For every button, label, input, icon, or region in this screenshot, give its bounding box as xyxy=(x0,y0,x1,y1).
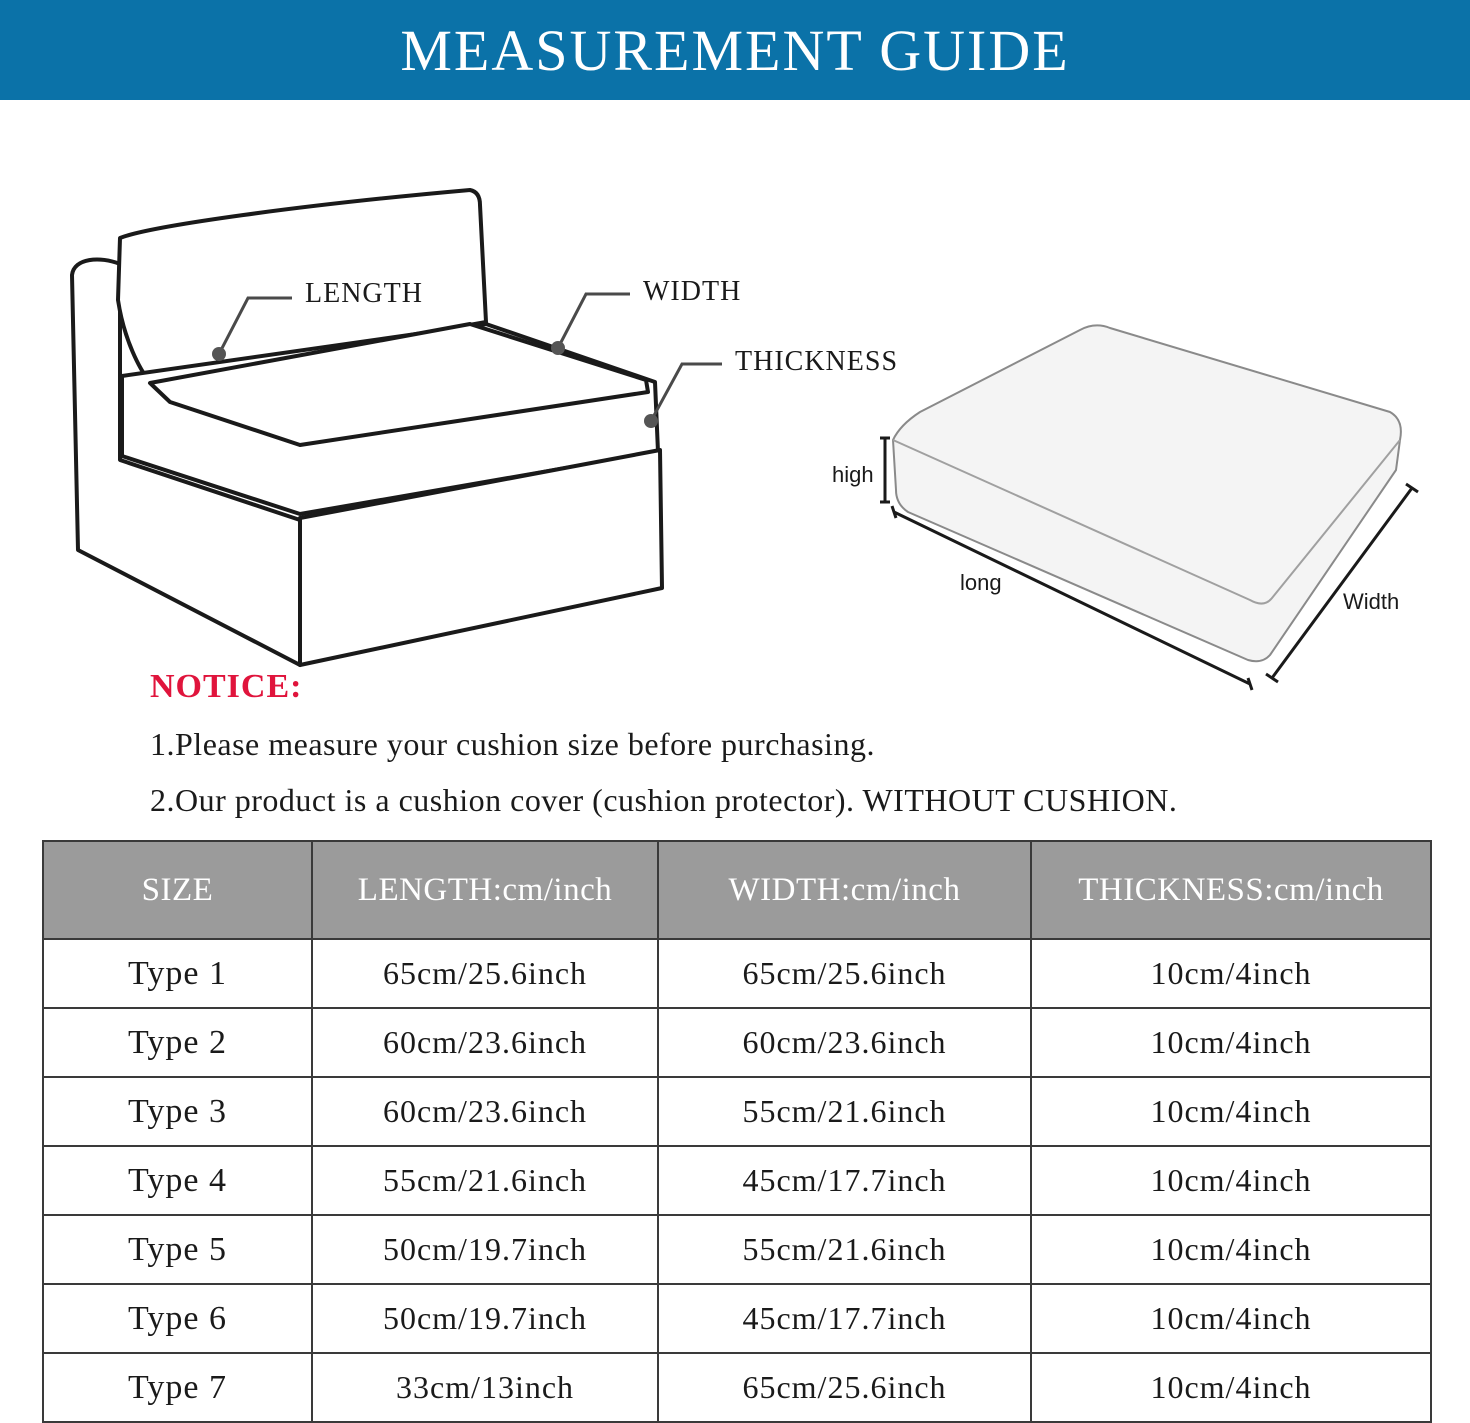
width-cell: 45cm/17.7inch xyxy=(658,1284,1031,1353)
cushion-long-label: long xyxy=(960,570,1002,595)
length-marker-dot xyxy=(212,347,226,361)
size-cell: Type 2 xyxy=(43,1008,312,1077)
width-marker-dot xyxy=(551,341,565,355)
page-title: MEASUREMENT GUIDE xyxy=(0,0,1470,100)
size-cell: Type 1 xyxy=(43,939,312,1008)
thickness-cell: 10cm/4inch xyxy=(1031,1008,1431,1077)
length-cell: 50cm/19.7inch xyxy=(312,1215,658,1284)
size-table xyxy=(42,840,1432,1423)
cushion-width-label: Width xyxy=(1343,589,1400,614)
width-cell: 45cm/17.7inch xyxy=(658,1146,1031,1215)
thickness-cell: 10cm/4inch xyxy=(1031,1077,1431,1146)
header-length: LENGTH:cm/inch xyxy=(312,841,658,939)
length-cell: 65cm/25.6inch xyxy=(312,939,658,1008)
width-cell: 65cm/25.6inch xyxy=(658,1353,1031,1422)
measurement-illustration xyxy=(0,100,1470,740)
width-cell: 55cm/21.6inch xyxy=(658,1077,1031,1146)
table-row xyxy=(43,1146,1431,1215)
size-cell: Type 3 xyxy=(43,1077,312,1146)
header-thickness: THICKNESS:cm/inch xyxy=(1031,841,1431,939)
sofa-thickness-label: THICKNESS xyxy=(735,346,899,377)
table-row xyxy=(43,1215,1431,1284)
header-size: SIZE xyxy=(43,841,312,939)
table-row xyxy=(43,1284,1431,1353)
thickness-cell: 10cm/4inch xyxy=(1031,1353,1431,1422)
table-row xyxy=(43,1008,1431,1077)
length-cell: 60cm/23.6inch xyxy=(312,1077,658,1146)
size-cell: Type 5 xyxy=(43,1215,312,1284)
table-header-row xyxy=(43,841,1431,939)
size-cell: Type 7 xyxy=(43,1353,312,1422)
length-cell: 60cm/23.6inch xyxy=(312,1008,658,1077)
thickness-cell: 10cm/4inch xyxy=(1031,1215,1431,1284)
cushion-drawing xyxy=(893,325,1401,661)
length-cell: 50cm/19.7inch xyxy=(312,1284,658,1353)
sofa-chair-drawing xyxy=(72,190,662,665)
size-cell: Type 6 xyxy=(43,1284,312,1353)
width-cell: 55cm/21.6inch xyxy=(658,1215,1031,1284)
cushion-high-label: high xyxy=(832,462,874,487)
notice-title: NOTICE: xyxy=(150,668,303,705)
header-width: WIDTH:cm/inch xyxy=(658,841,1031,939)
sofa-width-label: WIDTH xyxy=(643,276,742,307)
length-cell: 33cm/13inch xyxy=(312,1353,658,1422)
notice-line-1: 1.Please measure your cushion size before purchasing. xyxy=(150,726,875,762)
thickness-marker-dot xyxy=(644,414,658,428)
thickness-cell: 10cm/4inch xyxy=(1031,939,1431,1008)
length-cell: 55cm/21.6inch xyxy=(312,1146,658,1215)
width-cell: 65cm/25.6inch xyxy=(658,939,1031,1008)
notice-line-2: 2.Our product is a cushion cover (cushion protector). WITHOUT CUSHION. xyxy=(150,782,1178,818)
width-cell: 60cm/23.6inch xyxy=(658,1008,1031,1077)
table-row xyxy=(43,1353,1431,1422)
sofa-length-label: LENGTH xyxy=(305,278,423,309)
thickness-cell: 10cm/4inch xyxy=(1031,1146,1431,1215)
thickness-cell: 10cm/4inch xyxy=(1031,1284,1431,1353)
table-row xyxy=(43,1077,1431,1146)
size-cell: Type 4 xyxy=(43,1146,312,1215)
table-row xyxy=(43,939,1431,1008)
